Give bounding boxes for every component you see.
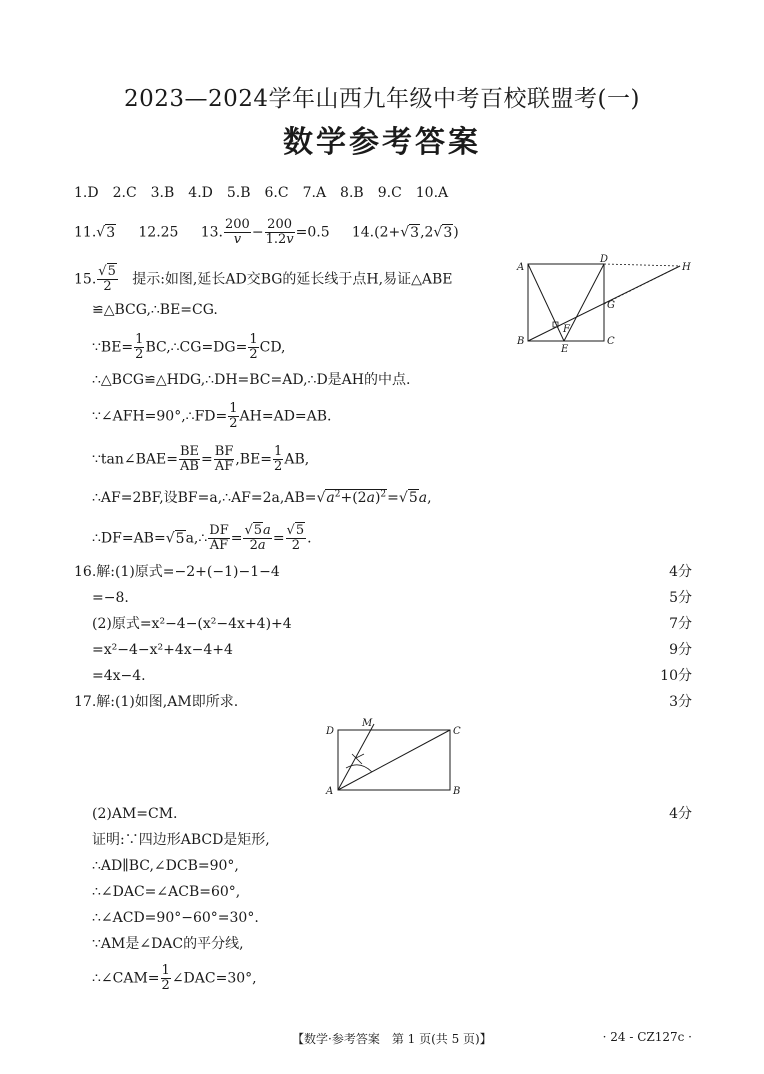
q17-line-7: ∵AM是∠DAC的平分线, [92,936,244,952]
q15-line-5: ∵∠AFH=90°,∴FD= $\frac{1}{2}$ AH=AD=AB. [92,401,332,431]
q15-line-8: ∴DF=AB=√5a,∴ $\frac{DF}{AF}$ = $\frac{√5a}{2a}$ = $\frac{√5}{2}$ . [92,523,312,553]
q17-line-2: (2)AM=CM. [92,806,178,822]
q16-line-5: =4x−4. [92,668,146,684]
fig2-label-m: M [362,718,373,729]
q17-line-5: ∴∠DAC=∠ACB=60°, [92,884,241,900]
q16-line-2: =−8. [92,590,129,606]
q16-score-2: 5分 [669,590,692,606]
fig1-label-b: B [517,336,525,347]
fig1-label-c: C [607,336,615,347]
page-subtitle: 数学参考答案 [283,125,481,160]
q16-score-1: 4分 [669,564,692,580]
q17-score-2: 4分 [669,806,692,822]
fig2-label-c: C [453,726,461,737]
geometry-figure-1 [510,252,710,354]
q17-line-4: ∴AD∥BC,∠DCB=90°, [92,858,239,874]
q16-line-3: (2)原式=x²−4−(x²−4x+4)+4 [92,616,292,632]
q15-line-4: ∴△BCG≌△HDG,∴DH=BC=AD,∴D是AH的中点. [92,372,411,388]
footer-code: · 24 - CZ127c · [602,1030,692,1044]
fig2-label-b: B [453,786,461,797]
fig1-label-d: D [600,254,609,265]
q15-line-6: ∵tan∠BAE= $\frac{BE}{AB}$ = $\frac{BF}{AF}$ ,BE= $\frac{1}{2}$ AB, [92,444,310,474]
fig1-label-g: G [607,300,615,311]
q17-line-3: 证明:∵四边形ABCD是矩形, [92,832,270,848]
fig1-label-f: F [563,324,570,335]
q17-score-1: 3分 [669,694,692,710]
footer-page-info: 【数学·参考答案 第 1 页(共 5 页)】 [292,1032,492,1046]
fig1-label-h: H [682,262,691,273]
q15-line-7: ∴AF=2BF,设$BF=a,\therefore AF=2a,AB=√a^2+(2a)^2=√5a$, [92,489,432,506]
answers-row-1: 1.D 2.C 3.B 4.D 5.B 6.C 7.A 8.B 9.C 10.A [74,185,449,201]
fig1-label-a: A [517,262,525,273]
q16-score-4: 9分 [669,642,692,658]
q16-line-1: 16.解:(1)原式=−2+(−1)−1−4 [74,564,280,580]
fig1-label-e: E [561,344,569,354]
fig2-label-d: D [326,726,335,737]
q16-score-5: 10分 [660,668,692,684]
geometry-figure-2 [320,714,470,798]
q17-line-6: ∴∠ACD=90°−60°=30°. [92,910,259,926]
q17-line-8: ∴∠CAM= $\frac{1}{2}$ ∠DAC=30°, [92,963,257,993]
page-title: 2023—2024学年山西九年级中考百校联盟考(一) [123,86,640,112]
q15-line-1: 15. $\frac{√5}{2}$ 提示:如图,延长AD交BG的延长线于点H,易证△ABE [74,264,453,294]
q16-score-3: 7分 [669,616,692,632]
answers-row-2: 11.√3 12.25 13. $\frac{200}{v}$ − $\frac{200}{1.2v}$ =0.5 14.(2+√3,2√3) [74,217,459,247]
q15-line-3: ∵BE= $\frac{1}{2}$ BC,∴CG=DG= $\frac{1}{2}$ CD, [92,332,286,362]
q17-line-1: 17.解:(1)如图,AM即所求. [74,694,239,710]
q15-line-2: ≌△BCG,∴BE=CG. [92,302,218,318]
fig2-label-a: A [326,786,334,797]
q16-line-4: =x²−4−x²+4x−4+4 [92,642,233,658]
